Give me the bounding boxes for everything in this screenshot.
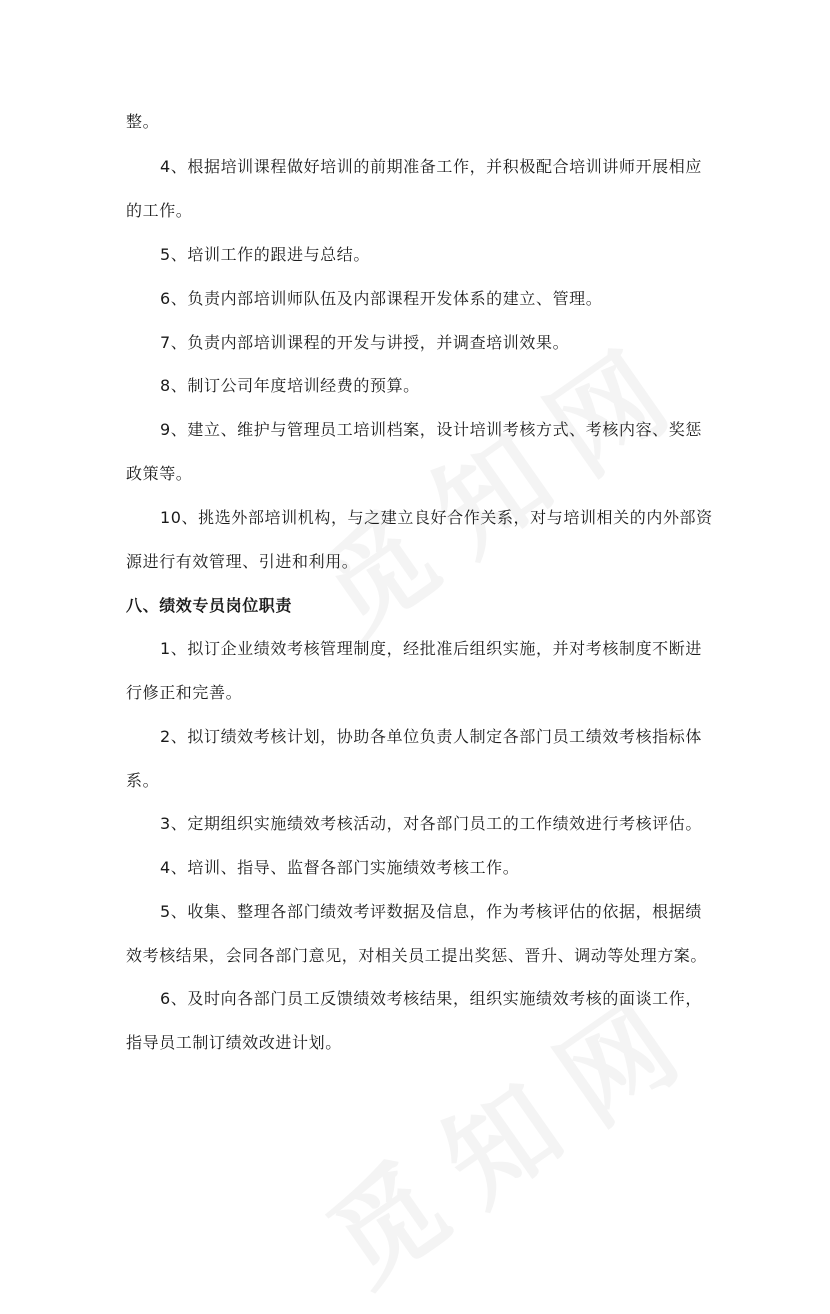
paragraph-line: 的工作。 (126, 201, 193, 220)
paragraph-line: 7、负责内部培训课程的开发与讲授，并调查培训效果。 (160, 333, 570, 352)
paragraph-line: 3、定期组织实施绩效考核活动，对各部门员工的工作绩效进行考核评估。 (160, 814, 702, 833)
paragraph-line: 10、挑选外部培训机构，与之建立良好合作关系，对与培训相关的内外部资 (160, 508, 713, 527)
paragraph-line: 4、培训、指导、监督各部门实施绩效考核工作。 (160, 858, 520, 877)
paragraph-line: 6、负责内部培训师队伍及内部课程开发体系的建立、管理。 (160, 289, 603, 308)
paragraph-line: 9、建立、维护与管理员工培训档案，设计培训考核方式、考核内容、奖惩 (160, 420, 702, 439)
paragraph-line: 指导员工制订绩效改进计划。 (126, 1033, 342, 1052)
paragraph-line: 1、拟订企业绩效考核管理制度，经批准后组织实施，并对考核制度不断进 (160, 639, 702, 658)
section-heading: 八、绩效专员岗位职责 (126, 596, 293, 615)
paragraph-line: 源进行有效管理、引进和利用。 (126, 552, 359, 571)
paragraph-line: 政策等。 (126, 464, 193, 483)
paragraph-line: 4、根据培训课程做好培训的前期准备工作，并积极配合培训讲师开展相应 (160, 157, 702, 176)
paragraph-line: 行修正和完善。 (126, 683, 243, 702)
paragraph-line: 5、培训工作的跟进与总结。 (160, 245, 370, 264)
paragraph-line: 5、收集、整理各部门绩效考评数据及信息，作为考核评估的依据，根据绩 (160, 902, 702, 921)
paragraph-line: 2、拟订绩效考核计划，协助各单位负责人制定各部门员工绩效考核指标体 (160, 727, 702, 746)
paragraph-line: 系。 (126, 771, 160, 790)
paragraph-line: 6、及时向各部门员工反馈绩效考核结果，组织实施绩效考核的面谈工作， (160, 989, 702, 1008)
paragraph-line: 8、制订公司年度培训经费的预算。 (160, 376, 420, 395)
paragraph-line: 效考核结果，会同各部门意见，对相关员工提出奖惩、晋升、调动等处理方案。 (126, 946, 708, 965)
paragraph-line: 整。 (126, 112, 160, 131)
